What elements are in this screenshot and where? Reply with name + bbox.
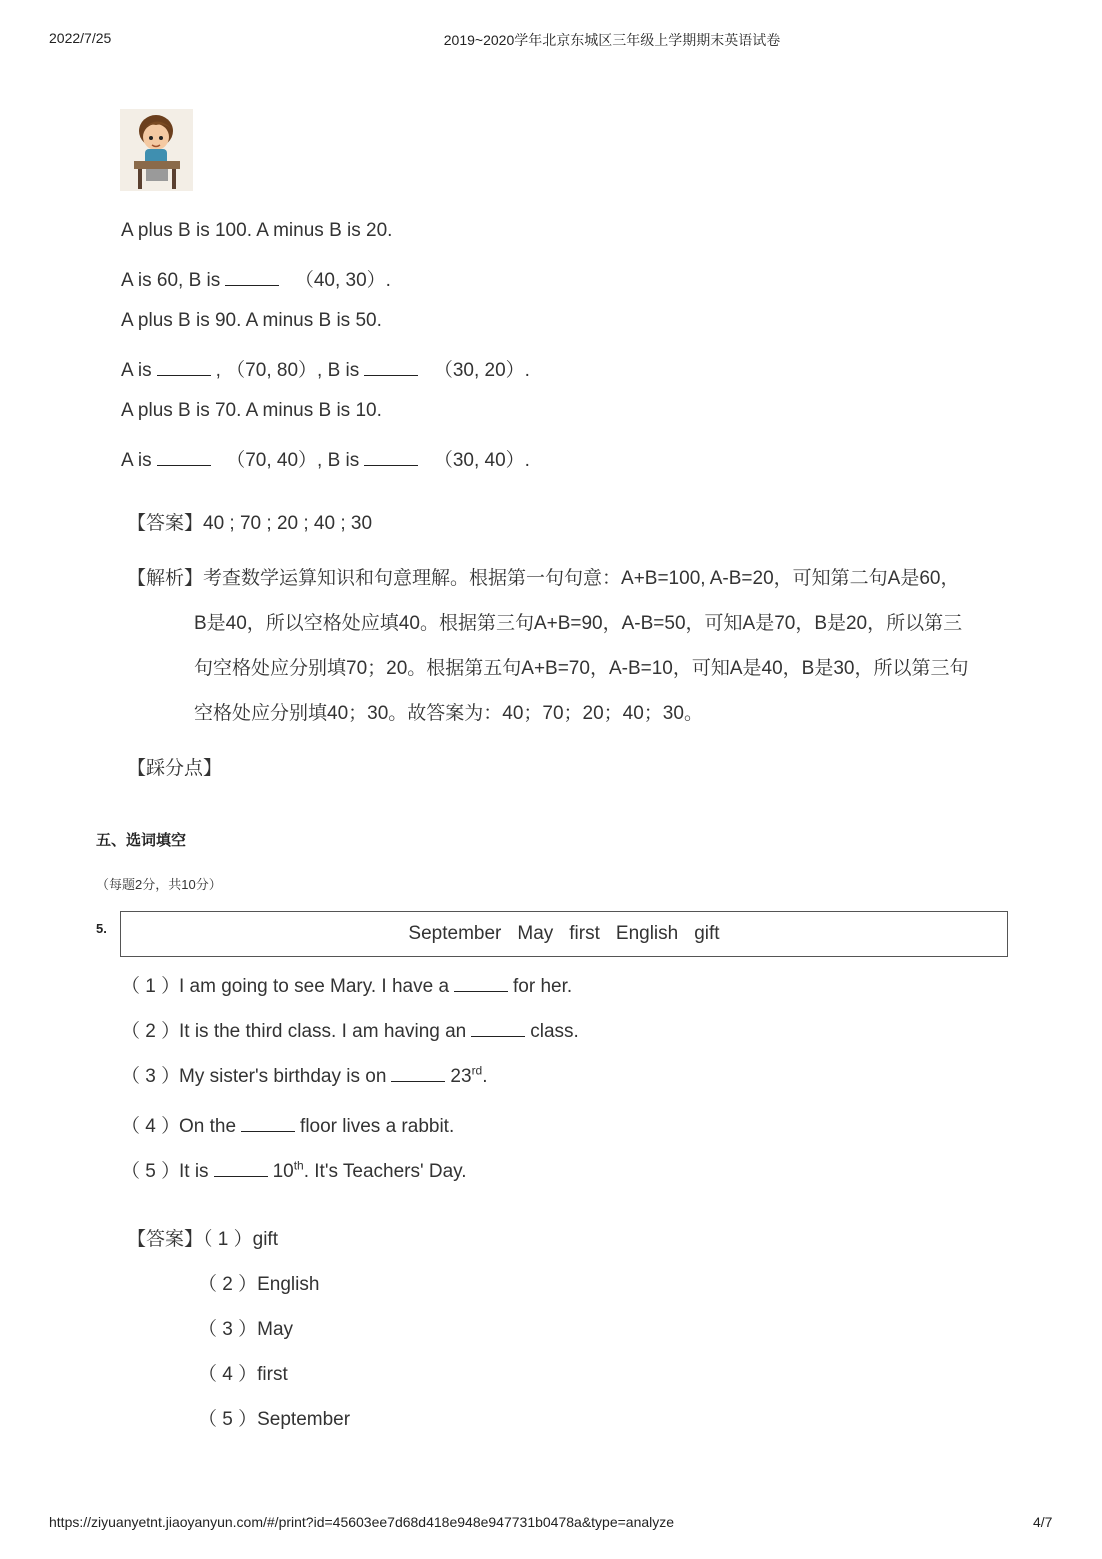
q4-analysis-line-1: 【解析】考查数学运算知识和句意理解。根据第一句句意：A+B=100, A-B=20，可知第二句A是60， bbox=[127, 568, 960, 589]
q4-line-4: A is , （70, 80）, B is （30, 20）. bbox=[121, 360, 530, 381]
word-bank-item: September bbox=[408, 923, 502, 944]
page-number: 4/7 bbox=[1033, 1514, 1053, 1530]
q5-answer-5: （ 5 ）September bbox=[198, 1409, 351, 1430]
section-note: （每题2分，共10分） bbox=[96, 877, 222, 892]
word-bank-item: first bbox=[569, 923, 600, 944]
answer-blank[interactable] bbox=[241, 1115, 295, 1132]
q4-analysis-line-4: 空格处应分别填40；30。故答案为：40；70；20；40；30。 bbox=[194, 703, 703, 724]
q5-item-5: （ 5 ）It is 10th. It's Teachers' Day. bbox=[121, 1158, 467, 1182]
answer-blank[interactable] bbox=[471, 1020, 525, 1037]
q4-analysis-line-3: 句空格处应分别填70；20。根据第五句A+B=70，A-B=10，可知A是40，B是30，所以第三句 bbox=[194, 658, 969, 679]
document-title: 2019~2020学年北京东城区三年级上学期期末英语试卷 bbox=[443, 32, 781, 48]
q5-item-2: （ 2 ）It is the third class. I am having an class. bbox=[121, 1021, 579, 1042]
q5-item-4: （ 4 ）On the floor lives a rabbit. bbox=[121, 1116, 455, 1137]
q4-answer: 【答案】40 ; 70 ; 20 ; 40 ; 30 bbox=[127, 513, 373, 534]
word-bank-item: gift bbox=[694, 923, 720, 944]
q4-line-1: A plus B is 100. A minus B is 20. bbox=[121, 220, 393, 241]
answer-blank[interactable] bbox=[364, 449, 418, 466]
answer-blank[interactable] bbox=[364, 359, 418, 376]
q4-line-5: A plus B is 70. A minus B is 10. bbox=[121, 400, 382, 421]
q4-line-3: A plus B is 90. A minus B is 50. bbox=[121, 310, 382, 331]
boy-at-desk-illustration bbox=[120, 109, 193, 191]
q5-item-3: （ 3 ）My sister's birthday is on 23rd. bbox=[121, 1063, 488, 1087]
print-date: 2022/7/25 bbox=[49, 30, 112, 46]
q4-analysis-line-2: B是40，所以空格处应填40。根据第三句A+B=90，A-B=50，可知A是70，B是20，所以第三 bbox=[194, 613, 963, 634]
q5-answer-4: （ 4 ）first bbox=[198, 1364, 288, 1385]
q5-answer-1: 【答案】（ 1 ）gift bbox=[127, 1229, 278, 1250]
word-bank-item: May bbox=[517, 923, 554, 944]
q5-answer-3: （ 3 ）May bbox=[198, 1319, 294, 1340]
word-bank bbox=[120, 911, 1008, 957]
answer-blank[interactable] bbox=[454, 975, 508, 992]
question-number: 5. bbox=[96, 921, 107, 936]
q4-line-6: A is （70, 40）, B is （30, 40）. bbox=[121, 450, 530, 471]
q5-item-1: （ 1 ）I am going to see Mary. I have a for her. bbox=[121, 976, 573, 997]
footer-url: https://ziyuanyetnt.jiaoyanyun.com/#/print?id=45603ee7d68d418e948e947731b0478a&type=analyze bbox=[49, 1514, 675, 1530]
answer-blank[interactable] bbox=[391, 1065, 445, 1082]
answer-blank[interactable] bbox=[157, 449, 211, 466]
q5-answer-2: （ 2 ）English bbox=[198, 1274, 320, 1295]
word-bank-item: English bbox=[615, 923, 679, 944]
section-title: 五、选词填空 bbox=[96, 832, 187, 849]
answer-blank[interactable] bbox=[214, 1160, 268, 1177]
answer-blank[interactable] bbox=[157, 359, 211, 376]
answer-blank[interactable] bbox=[225, 269, 279, 286]
q4-line-2: A is 60, B is （40, 30）. bbox=[121, 270, 391, 291]
q4-scoring-points: 【踩分点】 bbox=[127, 758, 223, 779]
